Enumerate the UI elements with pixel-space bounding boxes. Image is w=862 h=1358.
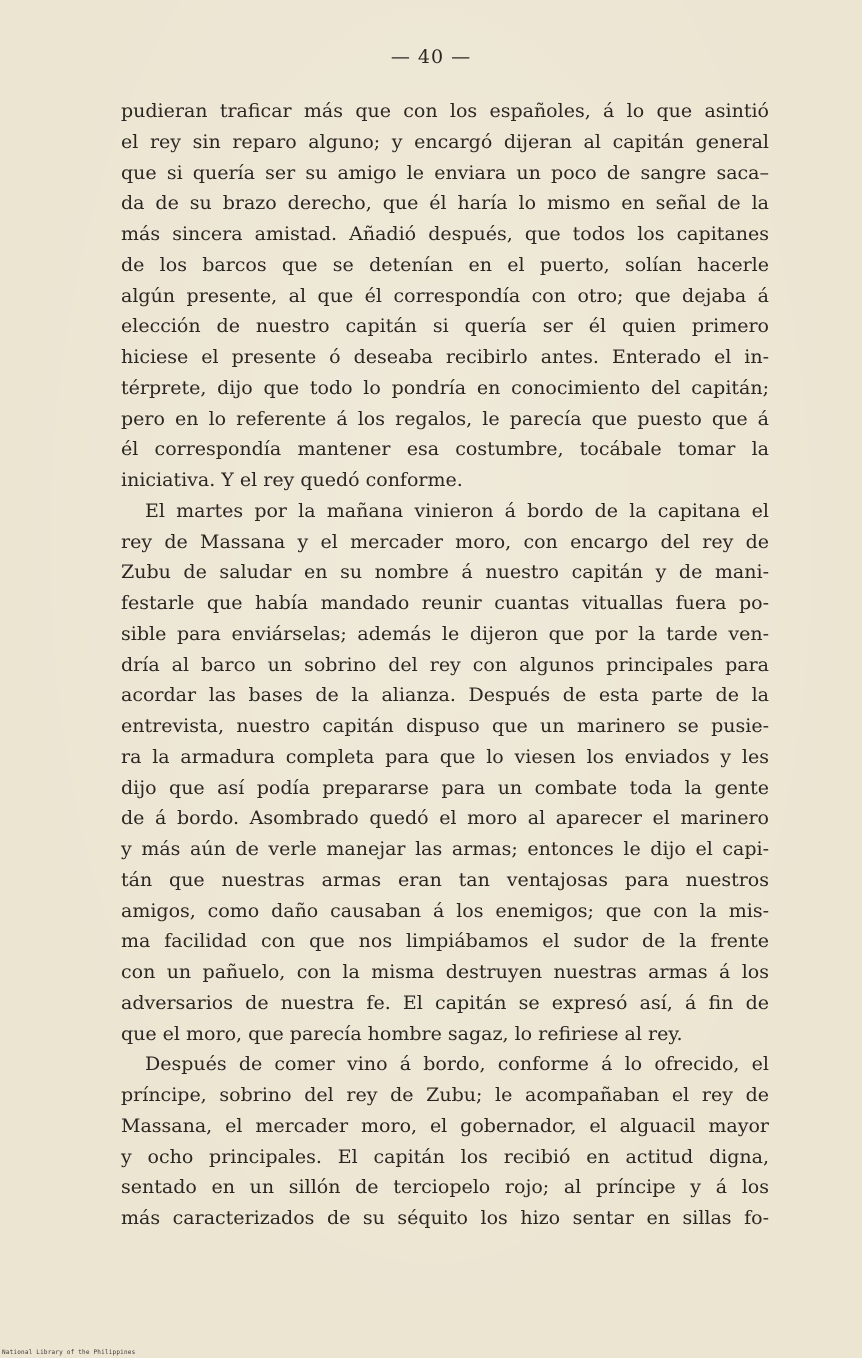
text-line: acordar las bases de la alianza. Después de esta parte de la [121, 684, 769, 707]
text-line: y ocho principales. El capitán los recibió en actitud digna, [121, 1145, 769, 1168]
text-line: adversarios de nuestra fe. El capitán se expresó así, á fin de [121, 991, 769, 1014]
text-line: hiciese el presente ó deseaba recibirlo antes. Enterado el in- [121, 346, 769, 368]
text-line: El martes por la mañana vinieron á bordo de la capitana el [145, 499, 769, 522]
page-number: — 40 — [390, 46, 472, 68]
text-line: da de su brazo derecho, que él haría lo mismo en señal de la [121, 192, 769, 215]
text-line: algún presente, al que él correspondía con otro; que dejaba á [121, 284, 769, 307]
text-line: Después de comer vino á bordo, conforme á lo ofrecido, el [145, 1053, 769, 1076]
text-line: que el moro, que parecía hombre sagaz, lo refiriese al rey. [121, 1022, 683, 1045]
text-line: sible para enviárselas; además le dijeron que por la tarde ven- [121, 622, 769, 645]
text-line: tán que nuestras armas eran tan ventajosas para nuestros [121, 868, 769, 891]
text-line: príncipe, sobrino del rey de Zubu; le acompañaban el rey de [121, 1084, 769, 1106]
text-line: Massana, el mercader moro, el gobernador, el alguacil mayor [121, 1114, 769, 1137]
text-line: festarle que había mandado reunir cuantas vituallas fuera po- [121, 592, 769, 614]
text-line: el rey sin reparo alguno; y encargó dijeran al capitán general [121, 130, 769, 153]
text-line: ra la armadura completa para que lo viesen los enviados y les [121, 745, 769, 768]
text-line: Zubu de saludar en su nombre á nuestro capitán y de mani- [121, 561, 769, 584]
text-line: iniciativa. Y el rey quedó conforme. [121, 469, 463, 491]
text-line: entrevista, nuestro capitán dispuso que un marinero se pusie- [121, 715, 769, 737]
text-line: más caracterizados de su séquito los hizo sentar en sillas fo- [121, 1207, 769, 1229]
text-line: dría al barco un sobrino del rey con algunos principales para [121, 653, 769, 676]
text-line: pudieran traficar más que con los españoles, á lo que asintió [121, 100, 769, 122]
text-line: con un pañuelo, con la misma destruyen nuestras armas á los [121, 961, 769, 983]
text-line: y más aún de verle manejar las armas; entonces le dijo el capi- [121, 838, 769, 860]
text-line: sentado en un sillón de terciopelo rojo; al príncipe y á los [121, 1176, 769, 1199]
text-line: que si quería ser su amigo le enviara un poco de sangre saca– [121, 161, 769, 184]
text-line: pero en lo referente á los regalos, le parecía que puesto que á [121, 407, 769, 430]
text-line: más sincera amistad. Añadió después, que todos los capitanes [121, 223, 769, 245]
text-line: rey de Massana y el mercader moro, con encargo del rey de [121, 530, 769, 553]
text-line: amigos, como daño causaban á los enemigos; que con la mis- [121, 899, 769, 922]
text-line: ma facilidad con que nos limpiábamos el sudor de la frente [121, 930, 769, 953]
text-line: térprete, dijo que todo lo pondría en conocimiento del capitán; [121, 376, 769, 399]
text-line: dijo que así podía prepararse para un combate toda la gente [121, 776, 769, 799]
body-text [121, 96, 769, 1234]
text-line: él correspondía mantener esa costumbre, tocábale tomar la [121, 438, 769, 461]
library-credit: National Library of the Philippines [2, 1349, 136, 1356]
text-line: elección de nuestro capitán si quería ser él quien primero [121, 315, 769, 338]
text-line: de á bordo. Asombrado quedó el moro al aparecer el marinero [121, 807, 769, 830]
text-line: de los barcos que se detenían en el puerto, solían hacerle [121, 253, 769, 276]
